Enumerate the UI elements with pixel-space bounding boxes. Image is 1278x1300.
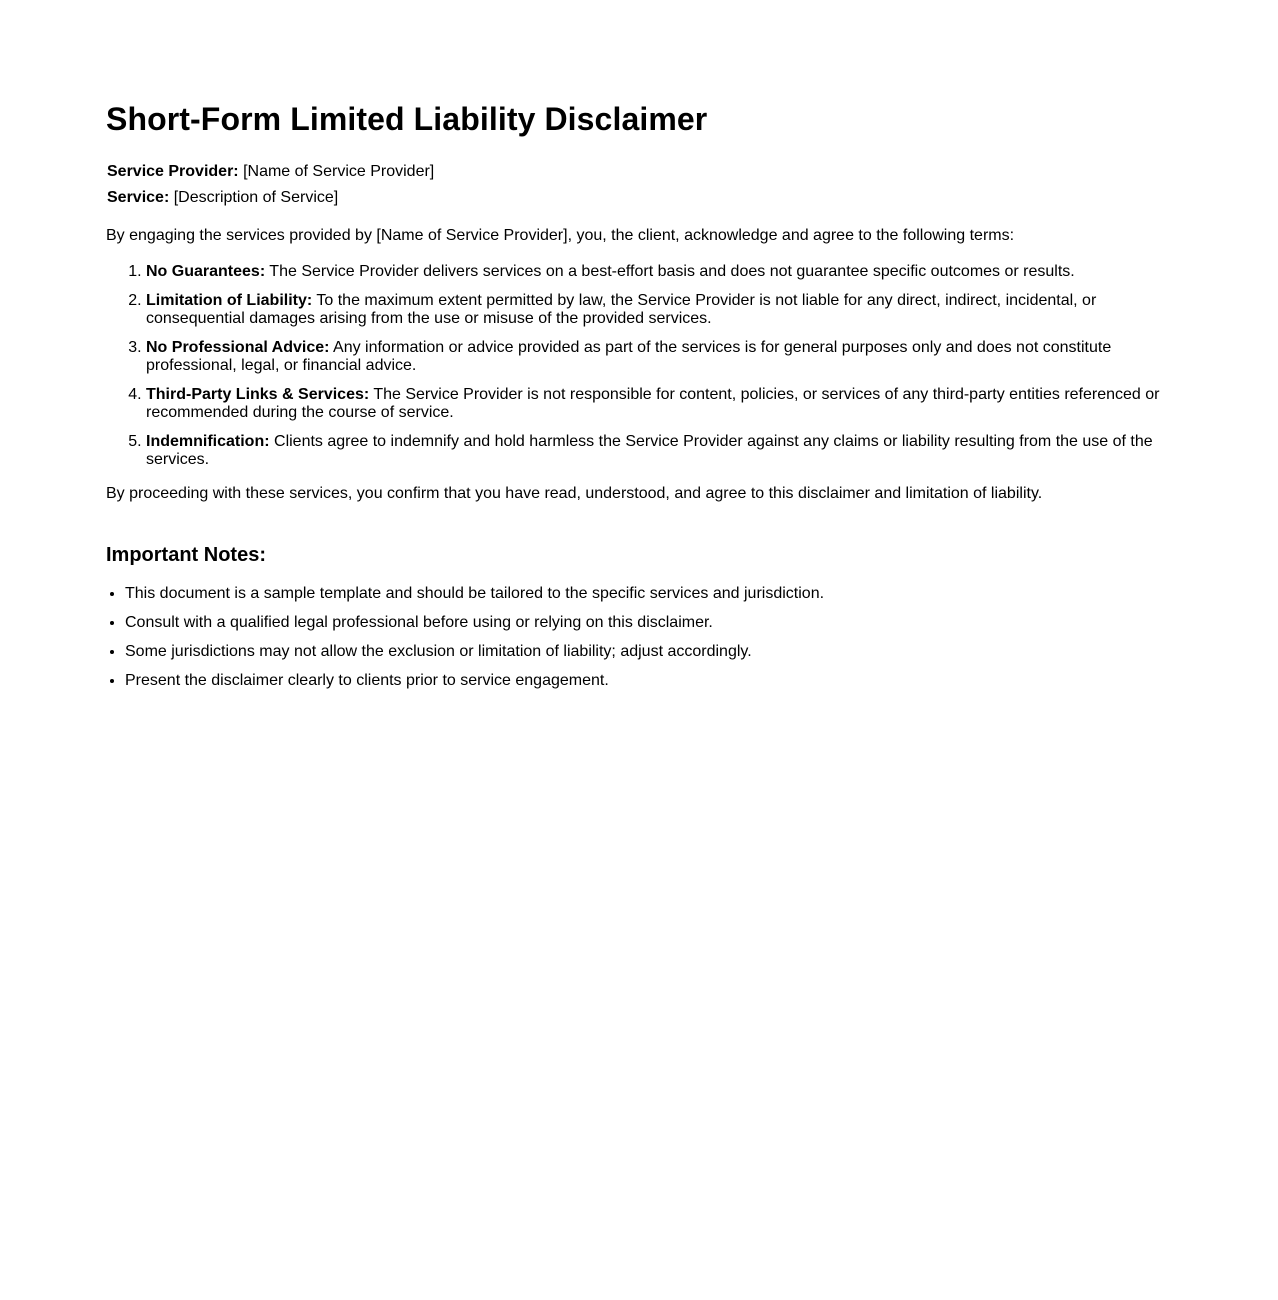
document-title: Short-Form Limited Liability Disclaimer <box>106 101 708 137</box>
service-value: [Description of Service] <box>169 189 339 207</box>
term-text: The Service Provider is not responsible for content, policies, or services of any third-party entities referenced or recommended during the course of service. <box>146 385 1160 421</box>
term-heading: No Professional Advice: <box>146 338 330 356</box>
closing-paragraph: By proceeding with these services, you confirm that you have read, understood, and agree to this disclaimer and limitation of liability. <box>106 484 1043 502</box>
term-heading: Indemnification: <box>146 432 270 450</box>
service-row <box>106 185 1172 211</box>
intro-paragraph: By engaging the services provided by [Name of Service Provider], you, the client, acknowledge and agree to the following terms: <box>106 227 1015 245</box>
notes-heading: Important Notes: <box>106 544 266 567</box>
service-provider-value: [Name of Service Provider] <box>238 163 435 181</box>
term-heading: No Guarantees: <box>146 262 266 280</box>
term-item <box>146 339 1172 375</box>
term-item <box>146 433 1172 469</box>
document-meta <box>106 159 1172 211</box>
term-text: Clients agree to indemnify and hold harmless the Service Provider against any claims or liability resulting from the use of the services. <box>146 432 1153 468</box>
term-text: Any information or advice provided as part of the services is for general purposes only and does not constitute professional, legal, or financial advice. <box>146 338 1112 374</box>
term-item <box>146 386 1172 422</box>
term-text: The Service Provider delivers services on a best-effort basis and does not guarantee specific outcomes or results. <box>265 262 1075 280</box>
terms-list <box>106 263 1172 469</box>
service-provider-label: Service Provider: <box>107 163 239 181</box>
term-item <box>146 263 1172 281</box>
note-item: • Present the disclaimer clearly to clients prior to service engagement. <box>125 672 1172 690</box>
term-item <box>146 292 1172 328</box>
service-provider-row <box>106 159 1172 185</box>
term-heading: Third-Party Links & Services: <box>146 385 370 403</box>
note-item: • This document is a sample template and should be tailored to the specific services and jurisdiction. <box>125 585 1172 603</box>
notes-list <box>106 585 1172 690</box>
service-label: Service: <box>107 189 170 207</box>
note-item: • Consult with a qualified legal professional before using or relying on this disclaimer. <box>125 614 1172 632</box>
note-item: • Some jurisdictions may not allow the exclusion or limitation of liability; adjust accordingly. <box>125 643 1172 661</box>
term-text: To the maximum extent permitted by law, the Service Provider is not liable for any direct, indirect, incidental, or consequential damages arising from the use or misuse of the provided services. <box>146 291 1097 327</box>
term-heading: Limitation of Liability: <box>146 291 313 309</box>
